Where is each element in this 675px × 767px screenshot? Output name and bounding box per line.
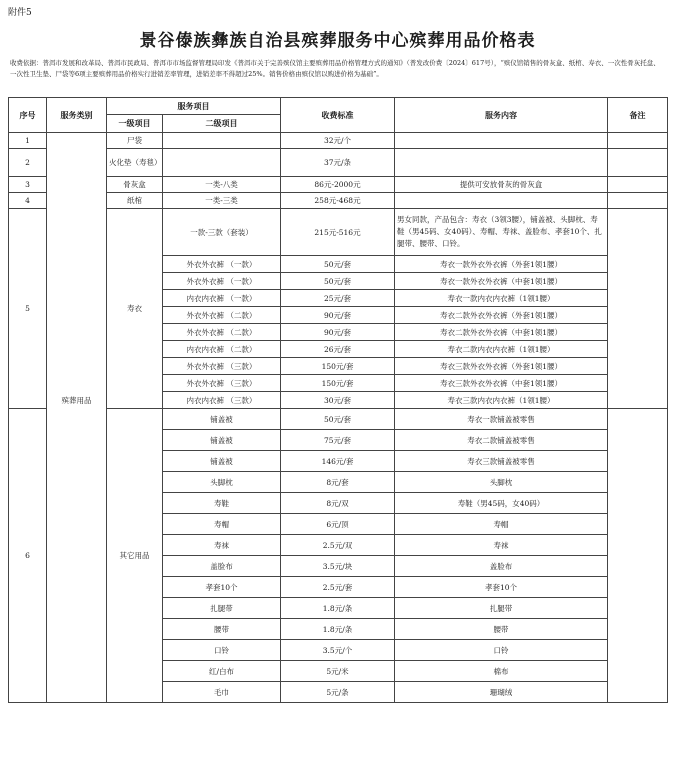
level1-cell: 纸棺 <box>107 193 163 209</box>
fee-cell: 3.5元/个 <box>281 640 395 661</box>
content-cell: 盖脸布 <box>395 556 608 577</box>
content-cell: 寿衣三款铺盖被零售 <box>395 451 608 472</box>
header-level2: 二级项目 <box>163 115 281 133</box>
content-cell: 寿衣一款外衣外衣裤（中套1领1腰） <box>395 273 608 290</box>
fee-cell: 5元/米 <box>281 661 395 682</box>
header-remark: 备注 <box>608 98 668 133</box>
level1-cell: 寿衣 <box>107 209 163 409</box>
fee-cell: 1.8元/条 <box>281 619 395 640</box>
level2-cell: 一类-三类 <box>163 193 281 209</box>
content-cell <box>395 133 608 149</box>
fee-cell: 26元/套 <box>281 341 395 358</box>
level2-cell: 红/白布 <box>163 661 281 682</box>
level2-cell: 一款-三款（套装） <box>163 209 281 256</box>
seq-cell: 1 <box>9 133 47 149</box>
price-table-body <box>9 133 668 703</box>
table-row <box>9 193 668 209</box>
fee-cell: 8元/套 <box>281 472 395 493</box>
category-label: 殡葬用品 <box>61 396 92 405</box>
remark-cell <box>608 177 668 193</box>
fee-cell: 25元/套 <box>281 290 395 307</box>
level2-cell: 铺盖被 <box>163 451 281 472</box>
fee-cell: 3.5元/块 <box>281 556 395 577</box>
level2-cell: 一类-八类 <box>163 177 281 193</box>
level2-cell: 孝套10个 <box>163 577 281 598</box>
fee-cell: 215元-516元 <box>281 209 395 256</box>
level2-cell: 腰带 <box>163 619 281 640</box>
content-cell: 寿衣二款外衣外衣裤（外套1领1腰） <box>395 307 608 324</box>
content-cell: 提供可安放骨灰的骨灰盒 <box>395 177 608 193</box>
level2-cell: 毛巾 <box>163 682 281 703</box>
content-cell: 男女同款，产品包含：寿衣（3领3腰），铺盖被、头脚枕、寿鞋（男45码、女40码）、寿帽、寿袜、盖脸布、孝套10个、扎腿带、腰带、口铃。 <box>395 209 608 256</box>
seq-cell: 5 <box>9 209 47 409</box>
fee-cell: 146元/套 <box>281 451 395 472</box>
remark-cell <box>608 149 668 177</box>
table-row <box>9 149 668 177</box>
content-cell: 寿衣一款外衣外衣裤（外套1领1腰） <box>395 256 608 273</box>
level2-cell: 外衣外衣裤 （一款） <box>163 273 281 290</box>
level1-cell: 骨灰盒 <box>107 177 163 193</box>
fee-cell: 32元/个 <box>281 133 395 149</box>
header-category: 服务类别 <box>47 98 107 133</box>
content-cell: 寿衣一款内衣内衣裤（1领1腰） <box>395 290 608 307</box>
fee-cell: 150元/套 <box>281 375 395 392</box>
content-cell: 扎腿带 <box>395 598 608 619</box>
content-cell: 寿袜 <box>395 535 608 556</box>
level2-cell: 寿帽 <box>163 514 281 535</box>
content-cell: 寿衣二款内衣内衣裤（1领1腰） <box>395 341 608 358</box>
attachment-label: 附件5 <box>8 8 32 18</box>
remark-cell <box>608 193 668 209</box>
fee-cell: 90元/套 <box>281 307 395 324</box>
content-cell: 寿衣一款铺盖被零售 <box>395 409 608 430</box>
fee-cell: 50元/套 <box>281 409 395 430</box>
table-row <box>9 177 668 193</box>
level2-cell: 口铃 <box>163 640 281 661</box>
level2-cell: 外衣外衣裤 （三款） <box>163 375 281 392</box>
level2-cell: 盖脸布 <box>163 556 281 577</box>
category-cell <box>47 133 107 703</box>
level1-cell: 尸袋 <box>107 133 163 149</box>
fee-cell: 6元/顶 <box>281 514 395 535</box>
remark-cell <box>608 133 668 149</box>
content-cell: 寿衣二款铺盖被零售 <box>395 430 608 451</box>
level1-cell: 其它用品 <box>107 409 163 703</box>
fee-cell: 30元/套 <box>281 392 395 409</box>
level2-cell: 寿鞋 <box>163 493 281 514</box>
page-title: 景谷傣族彝族自治县殡葬服务中心殡葬用品价格表 <box>139 31 536 51</box>
remark-cell <box>608 409 668 703</box>
header-fee: 收费标准 <box>281 98 395 133</box>
content-cell <box>395 149 608 177</box>
level2-cell: 铺盖被 <box>163 409 281 430</box>
level2-cell: 内衣内衣裤 （三款） <box>163 392 281 409</box>
fee-cell: 258元-468元 <box>281 193 395 209</box>
header-seq: 序号 <box>9 98 47 133</box>
table-row <box>9 133 668 149</box>
header-level1: 一级项目 <box>107 115 163 133</box>
content-cell: 棉布 <box>395 661 608 682</box>
level2-cell <box>163 133 281 149</box>
fee-cell: 2.5元/双 <box>281 535 395 556</box>
table-row <box>9 209 668 256</box>
seq-cell: 4 <box>9 193 47 209</box>
content-cell: 头脚枕 <box>395 472 608 493</box>
fee-cell: 75元/套 <box>281 430 395 451</box>
content-cell: 口铃 <box>395 640 608 661</box>
table-row <box>9 409 668 430</box>
fee-cell: 37元/条 <box>281 149 395 177</box>
fee-cell: 150元/套 <box>281 358 395 375</box>
level2-cell: 外衣外衣裤 （三款） <box>163 358 281 375</box>
content-cell: 腰带 <box>395 619 608 640</box>
content-cell: 寿衣三款内衣内衣裤（1领1腰） <box>395 392 608 409</box>
content-cell <box>395 193 608 209</box>
fee-cell: 50元/套 <box>281 256 395 273</box>
level2-cell: 内衣内衣裤 （一款） <box>163 290 281 307</box>
level2-cell: 头脚枕 <box>163 472 281 493</box>
content-cell: 寿鞋（男45码，女40码） <box>395 493 608 514</box>
level2-cell: 扎腿带 <box>163 598 281 619</box>
seq-cell: 6 <box>9 409 47 703</box>
fee-cell: 86元-2000元 <box>281 177 395 193</box>
level2-cell: 外衣外衣裤 （二款） <box>163 324 281 341</box>
fee-cell: 5元/条 <box>281 682 395 703</box>
level2-cell <box>163 149 281 177</box>
content-cell: 寿衣二款外衣外衣裤（中套1领1腰） <box>395 324 608 341</box>
content-cell: 孝套10个 <box>395 577 608 598</box>
fee-basis-text: 收费依据：普洱市发展和改革局、普洱市民政局、普洱市市场监督管理局印发《普洱市关于完善殡仪馆主要殡葬用品价格管理方式的通知》（普发改价费〔2024〕617号），“殡仪馆销售的骨灰盒、纸棺、寿衣、一次性骨灰托盘、一次性卫生垫、尸袋等6项主要殡葬用品价格实行进销差率管理，进销差率不得超过25%。销售价格由殡仪馆以购进价格为基础”。 <box>10 59 660 78</box>
level2-cell: 外衣外衣裤 （二款） <box>163 307 281 324</box>
level2-cell: 铺盖被 <box>163 430 281 451</box>
fee-cell: 90元/套 <box>281 324 395 341</box>
fee-cell: 1.8元/条 <box>281 598 395 619</box>
level2-cell: 外衣外衣裤 （一款） <box>163 256 281 273</box>
fee-cell: 8元/双 <box>281 493 395 514</box>
fee-cell: 50元/套 <box>281 273 395 290</box>
level2-cell: 内衣内衣裤 （二款） <box>163 341 281 358</box>
level2-cell: 寿袜 <box>163 535 281 556</box>
content-cell: 寿衣三款外衣外衣裤（外套1领1腰） <box>395 358 608 375</box>
seq-cell: 2 <box>9 149 47 177</box>
level1-cell: 火化垫（寿毯） <box>107 149 163 177</box>
header-service-items: 服务项目 <box>107 98 281 115</box>
header-content: 服务内容 <box>395 98 608 133</box>
price-table <box>8 97 668 703</box>
content-cell: 珊瑚绒 <box>395 682 608 703</box>
seq-cell: 3 <box>9 177 47 193</box>
fee-cell: 2.5元/套 <box>281 577 395 598</box>
content-cell: 寿衣三款外衣外衣裤（中套1领1腰） <box>395 375 608 392</box>
remark-cell <box>608 209 668 409</box>
content-cell: 寿帽 <box>395 514 608 535</box>
